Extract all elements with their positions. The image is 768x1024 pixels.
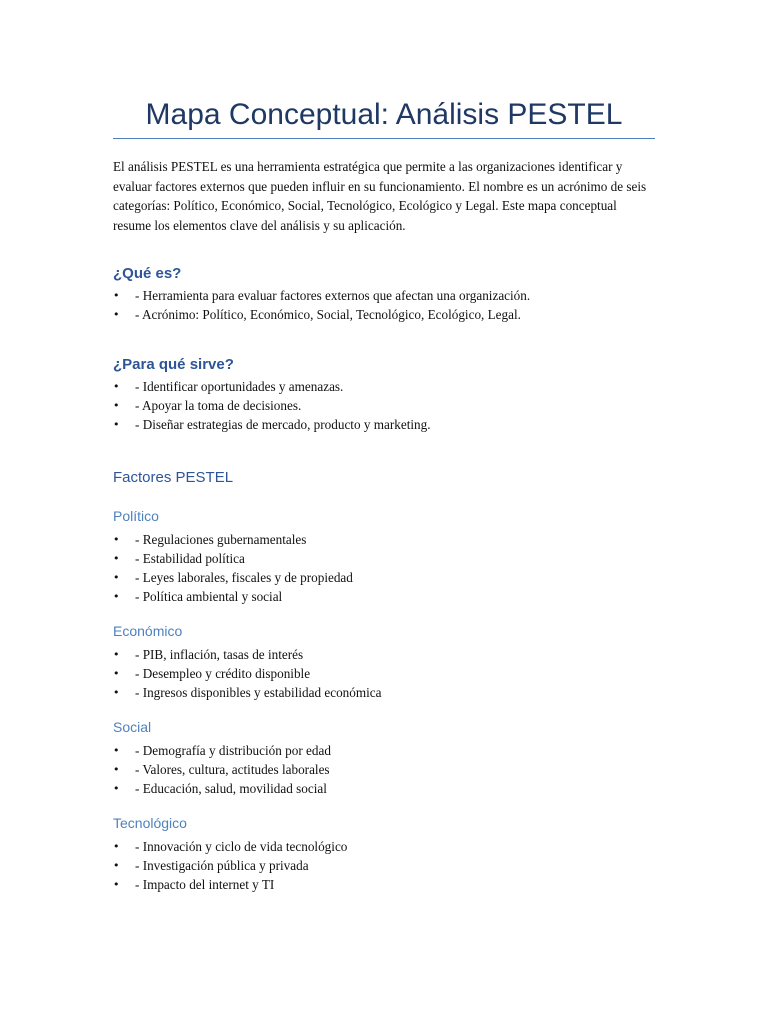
- list-item-text: - Valores, cultura, actitudes laborales: [135, 762, 330, 777]
- que-es-list: [113, 286, 655, 324]
- list-item: [113, 760, 655, 779]
- bullet-icon: •: [113, 878, 120, 891]
- list-item: [113, 568, 655, 587]
- list-item: [113, 741, 655, 760]
- list-item-text: - Innovación y ciclo de vida tecnológico: [135, 839, 348, 854]
- section-heading-que-es: ¿Qué es?: [113, 265, 182, 282]
- list-item: [113, 286, 655, 305]
- list-item: [113, 837, 655, 856]
- list-item-text: - Diseñar estrategias de mercado, producto y marketing.: [135, 417, 431, 432]
- page-title: Mapa Conceptual: Análisis PESTEL: [113, 96, 655, 139]
- list-item-text: - Acrónimo: Político, Económico, Social, Tecnológico, Ecológico, Legal.: [135, 307, 521, 322]
- subsection-tecnologico: [113, 813, 655, 894]
- bullet-icon: •: [113, 686, 120, 699]
- bullet-icon: •: [113, 744, 120, 757]
- subsection-economico: [113, 621, 655, 702]
- list-item: [113, 683, 655, 702]
- subsection-heading-tecnologico: Tecnológico: [113, 815, 187, 831]
- bullet-icon: •: [113, 667, 120, 680]
- bullet-icon: •: [113, 418, 120, 431]
- list-item: [113, 645, 655, 664]
- list-item: [113, 530, 655, 549]
- section-para-que-sirve: [113, 355, 655, 434]
- subsection-social: [113, 717, 655, 798]
- list-item-text: - Herramienta para evaluar factores externos que afectan una organización.: [135, 288, 531, 303]
- list-item-text: - Identificar oportunidades y amenazas.: [135, 379, 344, 394]
- list-item-text: - Ingresos disponibles y estabilidad económica: [135, 685, 382, 700]
- para-que-list: [113, 377, 655, 434]
- list-item: [113, 779, 655, 798]
- intro-paragraph: El análisis PESTEL es una herramienta estratégica que permite a las organizaciones identificar y evaluar factores externos que pueden influir en su funcionamiento. El nombre es un acrónimo de seis categorías: Político, Económico, Social, Tecnológico, Ecológico y Legal. Este mapa conceptual resume los elementos clave del análisis y su aplicación.: [113, 159, 647, 233]
- economico-list: [113, 645, 655, 702]
- bullet-icon: •: [113, 763, 120, 776]
- list-item: [113, 856, 655, 875]
- bullet-icon: •: [113, 590, 120, 603]
- list-item-text: - Política ambiental y social: [135, 589, 283, 604]
- subsection-politico: [113, 506, 655, 606]
- list-item-text: - Estabilidad política: [135, 551, 245, 566]
- list-item-text: - Investigación pública y privada: [135, 858, 309, 873]
- bullet-icon: •: [113, 840, 120, 853]
- section-que-es: [113, 264, 655, 324]
- list-item-text: - PIB, inflación, tasas de interés: [135, 647, 304, 662]
- list-item-text: - Educación, salud, movilidad social: [135, 781, 327, 796]
- list-item: [113, 587, 655, 606]
- list-item-text: - Demografía y distribución por edad: [135, 743, 331, 758]
- social-list: [113, 741, 655, 798]
- subsection-heading-politico: Político: [113, 508, 159, 524]
- bullet-icon: •: [113, 308, 120, 321]
- section-factores-pestel: [113, 468, 655, 894]
- bullet-icon: •: [113, 859, 120, 872]
- list-item-text: - Desempleo y crédito disponible: [135, 666, 311, 681]
- section-heading-para-que-sirve: ¿Para qué sirve?: [113, 356, 234, 373]
- bullet-icon: •: [113, 782, 120, 795]
- bullet-icon: •: [113, 399, 120, 412]
- list-item: [113, 875, 655, 894]
- politico-list: [113, 530, 655, 606]
- list-item: [113, 549, 655, 568]
- list-item: [113, 415, 655, 434]
- bullet-icon: •: [113, 552, 120, 565]
- tecnologico-list: [113, 837, 655, 894]
- list-item-text: - Regulaciones gubernamentales: [135, 532, 307, 547]
- section-heading-factores-pestel: Factores PESTEL: [113, 469, 234, 486]
- document-page: [113, 0, 655, 894]
- bullet-icon: •: [113, 380, 120, 393]
- bullet-icon: •: [113, 533, 120, 546]
- list-item: [113, 396, 655, 415]
- list-item: [113, 664, 655, 683]
- list-item-text: - Leyes laborales, fiscales y de propiedad: [135, 570, 353, 585]
- list-item-text: - Impacto del internet y TI: [135, 877, 275, 892]
- list-item: [113, 377, 655, 396]
- bullet-icon: •: [113, 289, 120, 302]
- subsection-heading-social: Social: [113, 719, 152, 735]
- list-item: [113, 305, 655, 324]
- bullet-icon: •: [113, 571, 120, 584]
- subsection-heading-economico: Económico: [113, 623, 183, 639]
- list-item-text: - Apoyar la toma de decisiones.: [135, 398, 302, 413]
- bullet-icon: •: [113, 648, 120, 661]
